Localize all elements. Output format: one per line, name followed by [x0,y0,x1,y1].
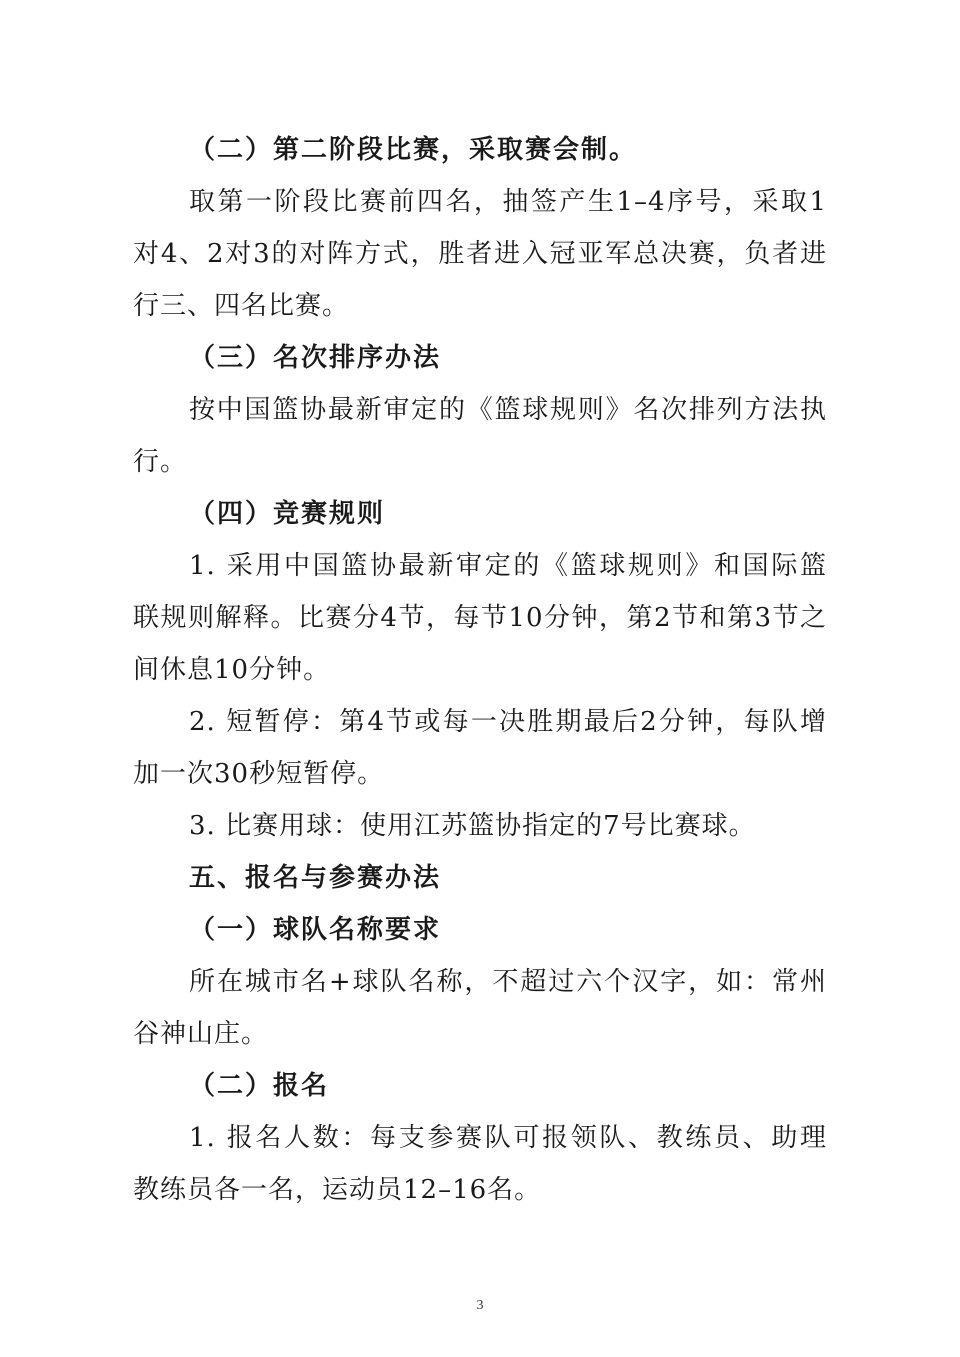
paragraph-line: 行三、四名比赛。 [133,291,350,321]
section-heading-rules: （四）竞赛规则 [189,499,386,529]
paragraph-line: 加一次30秒短暂停。 [133,759,385,789]
section-heading-signup: （二）报名 [189,1071,330,1101]
section-heading-ranking: （三）名次排序办法 [189,343,442,373]
section-heading-stage-two: （二）第二阶段比赛，采取赛会制。 [189,135,638,165]
paragraph-line: 3. 比赛用球：使用江苏篮协指定的7号比赛球。 [189,811,756,841]
paragraph-line: 取第一阶段比赛前四名，抽签产生1–4序号，采取1 [189,187,827,217]
paragraph-line: 1. 采用中国篮协最新审定的《篮球规则》和国际篮 [189,551,827,581]
paragraph-line: 对4、2对3的对阵方式，胜者进入冠亚军总决赛，负者进 [133,239,827,269]
paragraph-line: 按中国篮协最新审定的《篮球规则》名次排列方法执 [189,395,827,425]
paragraph-line: 所在城市名+球队名称，不超过六个汉字，如：常州 [189,967,827,997]
paragraph-line: 1. 报名人数：每支参赛队可报领队、教练员、助理 [189,1123,827,1153]
paragraph-line: 谷神山庄。 [133,1019,269,1049]
paragraph-line: 行。 [133,447,188,477]
paragraph-line: 联规则解释。比赛分4节，每节10分钟，第2节和第3节之 [133,603,827,633]
paragraph-line: 教练员各一名，运动员12–16名。 [133,1175,542,1205]
paragraph-line: 2. 短暂停：第4节或每一决胜期最后2分钟，每队增 [189,707,827,737]
page-number: 3 [476,1298,484,1313]
section-heading-team-name: （一）球队名称要求 [189,915,442,945]
page-body [133,124,827,1216]
paragraph-line: 间休息10分钟。 [133,655,331,685]
section-heading-registration: 五、报名与参赛办法 [189,863,442,893]
